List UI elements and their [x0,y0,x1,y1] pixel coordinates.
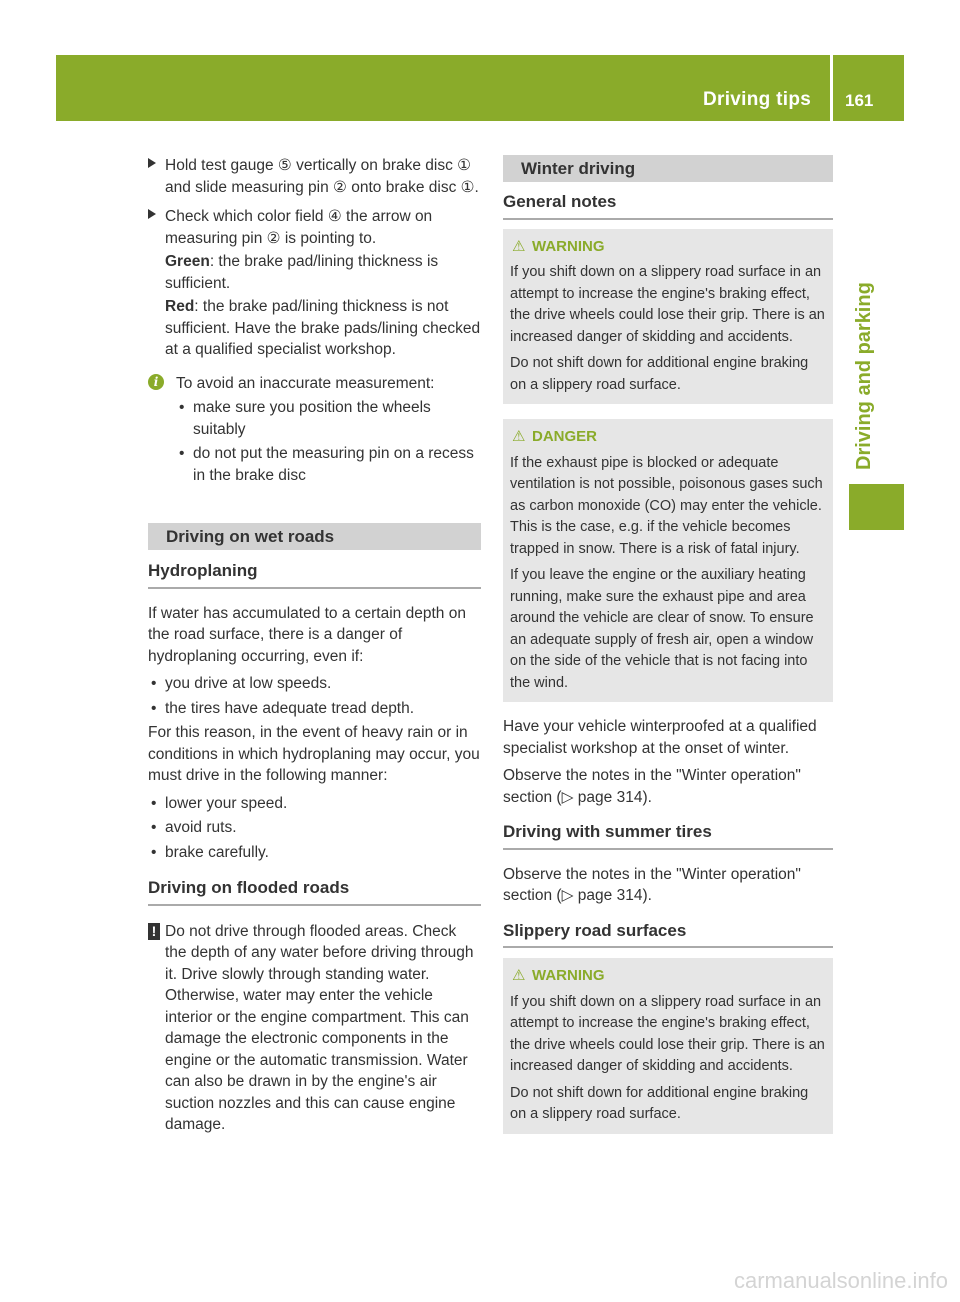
subheading: Hydroplaning [148,560,481,589]
info-icon: i [148,374,164,390]
warning-triangle-icon: ⚠ [512,237,526,255]
bullet-icon: • [151,675,157,692]
bullet-icon: • [179,445,185,462]
page-number: 161 [845,91,874,110]
bullet-icon: • [151,843,157,861]
list-item: • lower your speed. [148,793,481,815]
section-title-bar: Driving on wet roads [148,523,481,550]
paragraph: Observe the notes in the "Winter operation" section (▷ page 314). [503,865,801,904]
instruction-step: Hold test gauge ⑤ vertically on brake disc ① and slide measuring pin ② onto brake disc ①. [148,155,481,198]
right-column [503,155,833,1134]
warning-triangle-icon: ⚠ [512,967,526,984]
green-result: Green: the brake pad/lining thickness is sufficient. [165,253,439,292]
exclamation-icon: ! [148,923,160,940]
subheading: Slippery road surfaces [503,920,833,949]
warning-title: ⚠ WARNING [510,236,825,258]
bullet-icon: • [151,794,157,812]
step-arrow-icon [148,158,156,168]
danger-text: If you leave the engine or the auxiliary heating running, make sure the exhaust pipe and area around the vehicle are clear of snow. To ensure an adequate supply of fresh air, open a window on the side of the vehicle that is not facing into the wind. [510,567,814,691]
subheading: Driving with summer tires [503,821,833,850]
warning-title: ⚠ WARNING [510,965,825,987]
caution-note: ! Do not drive through flooded areas. Check the depth of any water before driving through it. Drive slowly through standing water. Otherwise, water may enter the vehicle interior or the engine compartment. This can damage the electronic components in the engine or the automatic transmission. Water can also be drawn in by the engine's air suction nozzles and this can cause engine damage. [148,921,481,1136]
warning-text: Do not shift down for additional engine braking on a slippery road surface. [510,355,809,393]
warning-triangle-icon: ⚠ [512,428,526,445]
warning-box [503,229,833,405]
danger-text: If the exhaust pipe is blocked or adequate ventilation is not possible, poisonous gases such as carbon monoxide (CO) may enter the vehicle. This is the case, e.g. if the vehicle becomes trapped in snow. There is a risk of fatal injury. [510,454,823,557]
instruction-step: Check which color field ④ the arrow on measuring pin ② is pointing to. [148,206,481,249]
watermark: carmanualsonline.info [733,1268,948,1293]
paragraph: If water has accumulated to a certain depth on the road surface, there is a danger of hydroplaning occurring, even if: [148,604,466,665]
bullet-icon: • [151,699,157,717]
danger-box [503,419,833,702]
header-divider [830,55,833,121]
list-item: • you drive at low speeds. [148,673,481,695]
side-chapter-tab: Driving and parking [853,282,875,470]
warning-text: If you shift down on a slippery road surface in an attempt to increase the engine's braking effect, the drive wheels could lose their grip. There is an increased danger of skidding and accidents. [510,264,825,345]
paragraph: Observe the notes in the "Winter operation" section (▷ page 314). [503,767,801,806]
list-item: • brake carefully. [148,842,481,864]
paragraph: Have your vehicle winterproofed at a qualified specialist workshop at the onset of winter. [503,718,817,757]
info-intro: To avoid an inaccurate measurement: [176,374,435,392]
left-column [148,155,481,1136]
warning-text: Do not shift down for additional engine braking on a slippery road surface. [510,1084,809,1122]
page-section-title: Driving tips [703,89,812,110]
list-item: • avoid ruts. [148,817,481,839]
danger-title: ⚠ DANGER [510,426,825,448]
red-result: Red: the brake pad/lining thickness is not sufficient. Have the brake pads/lining checked at a qualified specialist workshop. [165,298,481,358]
side-tab-marker [849,484,904,530]
list-item: • make sure you position the wheels suitably [179,399,431,438]
bullet-icon: • [151,819,157,836]
list-item: • do not put the measuring pin on a recess in the brake disc [179,445,474,484]
step-arrow-icon [148,209,156,219]
warning-box [503,958,833,1134]
subheading: General notes [503,191,833,220]
warning-text: If you shift down on a slippery road surface in an attempt to increase the engine's braking effect, the drive wheels could lose their grip. There is an increased danger of skidding and accidents. [510,993,825,1074]
subheading: Driving on flooded roads [148,877,481,906]
list-item: • the tires have adequate tread depth. [148,698,481,720]
paragraph: For this reason, in the event of heavy rain or in conditions in which hydroplaning may occur, you must drive in the following manner: [148,724,480,784]
section-title-bar: Winter driving [503,155,833,182]
info-note [148,373,481,487]
bullet-icon: • [179,399,185,416]
